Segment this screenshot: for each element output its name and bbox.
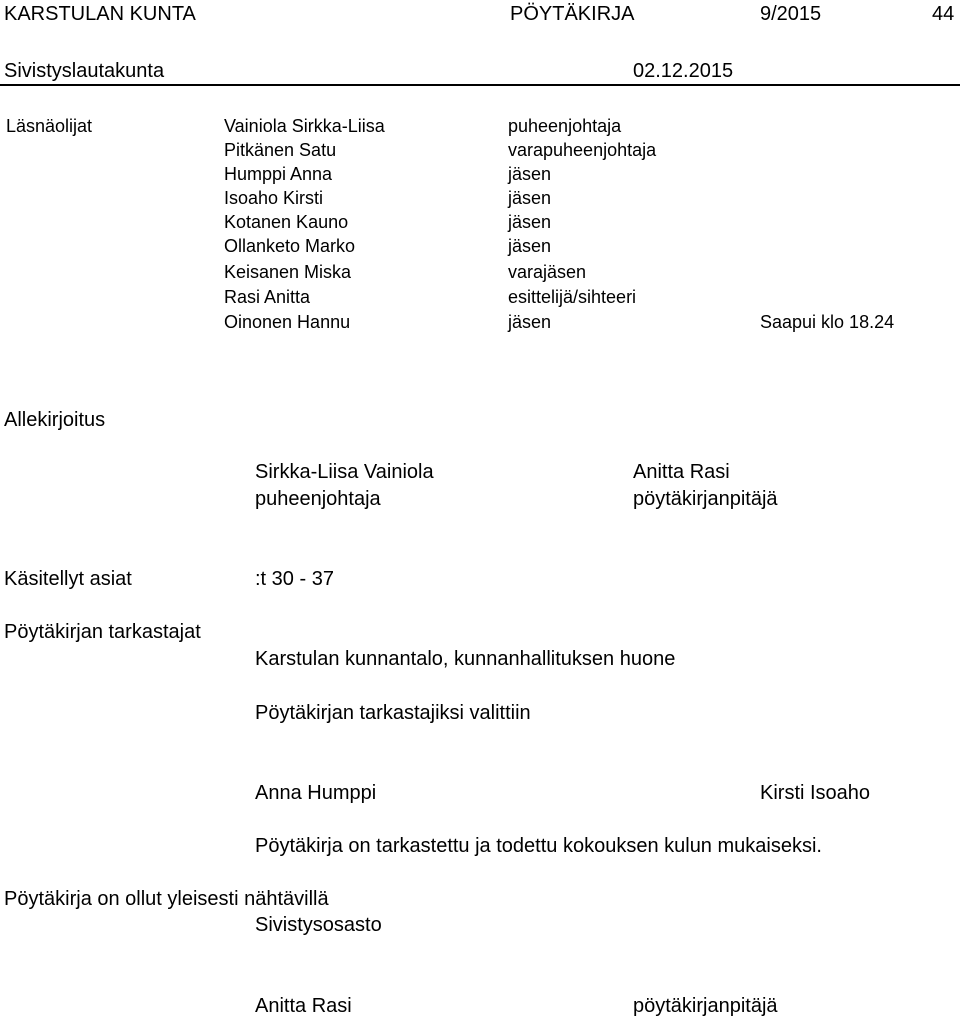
chair-name: Sirkka-Liisa Vainiola bbox=[255, 461, 434, 483]
member-role: varapuheenjohtaja bbox=[508, 140, 657, 160]
member-role: jäsen bbox=[508, 164, 552, 184]
inspector-name-2: Kirsti Isoaho bbox=[760, 782, 871, 804]
member-role: jäsen bbox=[508, 312, 552, 332]
member-role: jäsen bbox=[508, 236, 552, 256]
page-number: 44 bbox=[932, 3, 955, 25]
document-number: 9/2015 bbox=[760, 3, 822, 25]
signature-label: Allekirjoitus bbox=[4, 409, 106, 431]
member-name: Oinonen Hannu bbox=[224, 312, 351, 332]
display-signer-title: pöytäkirjanpitäjä bbox=[633, 995, 778, 1017]
member-name: Keisanen Miska bbox=[224, 262, 352, 282]
document-type: PÖYTÄKIRJA bbox=[510, 3, 635, 25]
member-name: Rasi Anitta bbox=[224, 287, 311, 307]
municipality-name: KARSTULAN KUNTA bbox=[4, 3, 196, 25]
committee-name: Sivistyslautakunta bbox=[4, 60, 165, 82]
member-name: Humppi Anna bbox=[224, 164, 333, 184]
header-divider bbox=[0, 84, 960, 86]
member-role: jäsen bbox=[508, 188, 552, 208]
member-name: Vainiola Sirkka-Liisa bbox=[224, 116, 385, 136]
attendance-label: Läsnäolijat bbox=[6, 116, 93, 136]
inspector-name-1: Anna Humppi bbox=[255, 782, 377, 804]
member-name: Ollanketo Marko bbox=[224, 236, 356, 256]
member-role: varajäsen bbox=[508, 262, 587, 282]
display-signer-name: Anitta Rasi bbox=[255, 995, 352, 1017]
items-label: Käsitellyt asiat bbox=[4, 568, 132, 590]
member-note: Saapui klo 18.24 bbox=[760, 312, 895, 332]
member-name: Kotanen Kauno bbox=[224, 212, 349, 232]
display-place: Sivistysosasto bbox=[255, 914, 382, 936]
inspectors-elected-text: Pöytäkirjan tarkastajiksi valittiin bbox=[255, 702, 531, 724]
member-name: Isoaho Kirsti bbox=[224, 188, 324, 208]
chair-title: puheenjohtaja bbox=[255, 488, 381, 510]
meeting-location: Karstulan kunnantalo, kunnanhallituksen huone bbox=[255, 648, 676, 670]
meeting-date: 02.12.2015 bbox=[633, 60, 734, 82]
public-display-label: Pöytäkirja on ollut yleisesti nähtävillä bbox=[4, 888, 329, 910]
secretary-name: Anitta Rasi bbox=[633, 461, 730, 483]
member-role: puheenjohtaja bbox=[508, 116, 622, 136]
member-role: esittelijä/sihteeri bbox=[508, 287, 637, 307]
verified-statement: Pöytäkirja on tarkastettu ja todettu kokouksen kulun mukaiseksi. bbox=[255, 835, 822, 857]
secretary-title: pöytäkirjanpitäjä bbox=[633, 488, 778, 510]
member-name: Pitkänen Satu bbox=[224, 140, 337, 160]
items-range: :t 30 - 37 bbox=[255, 568, 334, 590]
member-role: jäsen bbox=[508, 212, 552, 232]
inspectors-label: Pöytäkirjan tarkastajat bbox=[4, 621, 201, 643]
